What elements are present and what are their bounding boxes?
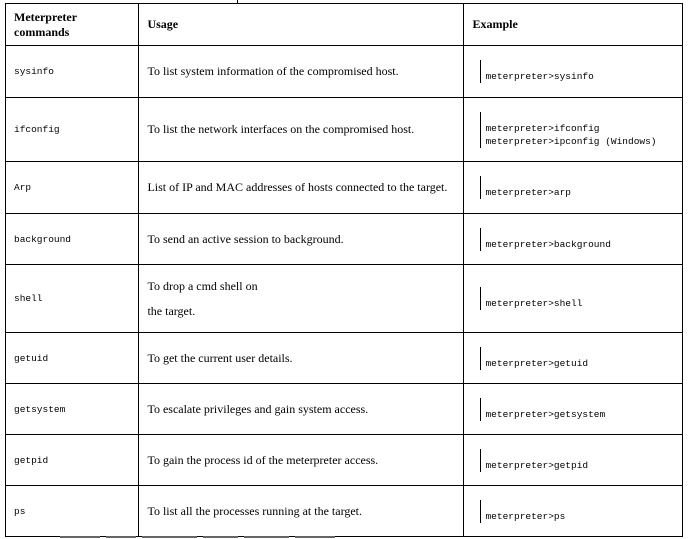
code-line: meterpreter>ifconfig: [485, 122, 600, 134]
usage-cell: [139, 333, 464, 384]
usage-cell: [139, 46, 464, 98]
header-example: Example: [464, 4, 683, 46]
usage-text: To list system information of the compromised host.: [147, 64, 399, 78]
command-cell: getpid: [6, 435, 139, 486]
example-cell: [464, 384, 683, 435]
usage-text: To list the network interfaces on the compromised host.: [147, 122, 415, 136]
table-row: [6, 435, 683, 486]
code-line: meterpreter>shell: [485, 298, 583, 309]
code-example: [480, 228, 674, 251]
code-example: [480, 112, 674, 148]
code-example: [480, 60, 674, 83]
code-line: meterpreter>ipconfig (Windows): [485, 135, 657, 147]
usage-cell: [139, 214, 464, 265]
table-row: [6, 384, 683, 435]
code-line: meterpreter>getuid: [485, 357, 589, 369]
commands-table-container: [5, 3, 683, 537]
example-cell: [464, 265, 683, 333]
command-cell: sysinfo: [6, 46, 139, 98]
command-cell: getuid: [6, 333, 139, 384]
usage-text: To escalate privileges and gain system access.: [147, 401, 369, 416]
code-example: [480, 287, 674, 310]
command-cell: getsystem: [6, 384, 139, 435]
code-line: meterpreter>getsystem: [485, 408, 606, 420]
code-example: [480, 500, 674, 523]
usage-cell: [139, 384, 464, 435]
usage-cell: [139, 265, 464, 333]
usage-cell: [139, 486, 464, 537]
code-example: [480, 398, 674, 421]
table-body: [6, 46, 683, 537]
code-example: [480, 347, 674, 370]
example-cell: [464, 214, 683, 265]
code-line: meterpreter>background: [485, 238, 611, 250]
meterpreter-commands-table: [5, 3, 683, 537]
code-line: meterpreter>sysinfo: [485, 71, 594, 82]
header-commands: Meterpreter commands: [6, 4, 139, 46]
code-example: [480, 176, 674, 199]
command-cell: ifconfig: [6, 98, 139, 162]
code-example: [480, 449, 674, 472]
table-row: [6, 333, 683, 384]
usage-text: To drop a cmd shell on: [147, 278, 258, 293]
table-row: [6, 265, 683, 333]
usage-text: the target.: [147, 303, 196, 318]
table-row: [6, 214, 683, 265]
usage-cell: [139, 435, 464, 486]
example-cell: [464, 435, 683, 486]
example-cell: [464, 486, 683, 537]
usage-cell: [139, 162, 464, 214]
table-row: [6, 162, 683, 214]
command-cell: Arp: [6, 162, 139, 214]
table-header-row: [6, 4, 683, 46]
usage-text: To get the current user details.: [147, 350, 293, 365]
table-row: [6, 486, 683, 537]
usage-text: To gain the process id of the meterpreter access.: [147, 452, 379, 467]
usage-cell: [139, 98, 464, 162]
table-row: [6, 46, 683, 98]
command-cell: background: [6, 214, 139, 265]
code-line: meterpreter>ps: [485, 510, 566, 522]
example-cell: [464, 98, 683, 162]
usage-text: List of IP and MAC addresses of hosts connected to the target.: [147, 180, 448, 194]
usage-text: To send an active session to background.: [147, 231, 344, 246]
header-usage: Usage: [139, 4, 464, 46]
example-cell: [464, 46, 683, 98]
table-row: [6, 98, 683, 162]
code-line: meterpreter>arp: [485, 187, 571, 198]
cut-off-footer-text: [60, 532, 350, 539]
code-line: meterpreter>getpid: [485, 459, 589, 471]
command-cell: shell: [6, 265, 139, 333]
example-cell: [464, 333, 683, 384]
command-cell: ps: [6, 486, 139, 537]
example-cell: [464, 162, 683, 214]
usage-text: To list all the processes running at the target.: [147, 503, 363, 518]
